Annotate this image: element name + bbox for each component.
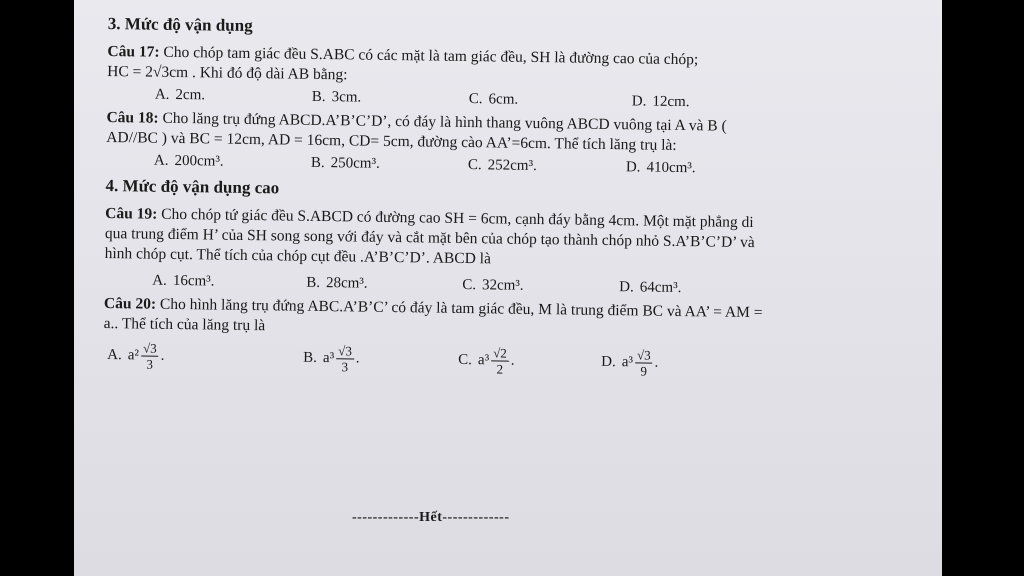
option-a: A. 200cm³. [153, 152, 224, 170]
option-c: C. 252cm³. [467, 157, 537, 175]
section-3-title: 3. Mức độ vận dụng [107, 14, 253, 36]
question-17-label: Câu 17: [107, 42, 160, 61]
fraction: $\frac{√3}{9}$ [635, 347, 653, 378]
option-a: A. a² $\frac{√3}{3}$ . [107, 340, 165, 372]
option-d: D. 12cm. [631, 93, 690, 111]
question-19-text-line1: Cho chóp tứ giác đều S.ABCD có đường cao SH = 6cm, cạnh đáy bằng 4cm. Một mặt phẳng di [157, 205, 754, 232]
exam-paper [74, 0, 942, 576]
question-19-text-line3: hình chóp cụt. Thể tích của chóp cụt đều .A’B’C’D’. ABCD là [104, 244, 492, 268]
fraction: $\frac{√2}{2}$ [491, 345, 509, 376]
question-19-label: Câu 19: [105, 204, 158, 223]
question-18-label: Câu 18: [106, 108, 159, 127]
exam-content [103, 14, 908, 395]
question-19-text-line2: qua trung điểm H’ của SH song song với đáy và cắt mặt bên của chóp tạo thành chóp nhỏ S.A’B’C’D’ và [104, 224, 755, 252]
option-c: C. a³ $\frac{√2}{2}$ . [458, 345, 515, 377]
question-20-options [103, 334, 904, 395]
option-b: B. 28cm³. [306, 274, 368, 292]
option-c: C. 6cm. [468, 91, 519, 108]
option-a: A. 2cm. [154, 86, 206, 104]
option-b: B. a³ $\frac{√3}{3}$ . [303, 343, 360, 375]
fraction: $\frac{√3}{3}$ [336, 343, 354, 374]
question-17-text-line2: HC = 2√3cm . Khi đó độ dài AB bằng: [107, 62, 348, 84]
question-20-label: Câu 20: [103, 294, 157, 313]
option-a: A. 16cm³. [152, 272, 215, 290]
option-d: D. a³ $\frac{√3}{9}$ . [601, 347, 659, 379]
option-b: B. 3cm. [311, 88, 362, 106]
fraction: $\frac{√3}{3}$ [141, 340, 159, 371]
section-4-title: 4. Mức độ vận dụng cao [105, 175, 280, 198]
question-20-text-line1: Cho hình lăng trụ đứng ABC.A’B’C’ có đáy là tam giác đều, M là trung điểm BC và AA’ = AM = [155, 295, 763, 322]
end-marker: -------------Hết------------- [352, 510, 510, 525]
option-c: C. 32cm³. [462, 276, 524, 294]
question-20-text-line2: a.. Thể tích của lăng trụ là [103, 314, 266, 335]
question-18-text-line1: Cho lăng trụ đứng ABCD.A’B’C’D’, có đáy là hình thang vuông ABCD vuông tại A và B ( [158, 109, 727, 135]
question-18-text-line2: AD//BC ) và BC = 12cm, AD = 16cm, CD= 5cm, đường cào AA’=6cm. Thể tích lăng trụ là: [106, 128, 677, 154]
option-b: B. 250cm³. [310, 154, 380, 172]
option-d: D. 410cm³. [625, 159, 696, 177]
question-17-text-line1: Cho chóp tam giác đều S.ABC có các mặt là tam giác đều, SH là đường cao của chóp; [159, 43, 699, 69]
option-d: D. 64cm³. [619, 279, 682, 297]
